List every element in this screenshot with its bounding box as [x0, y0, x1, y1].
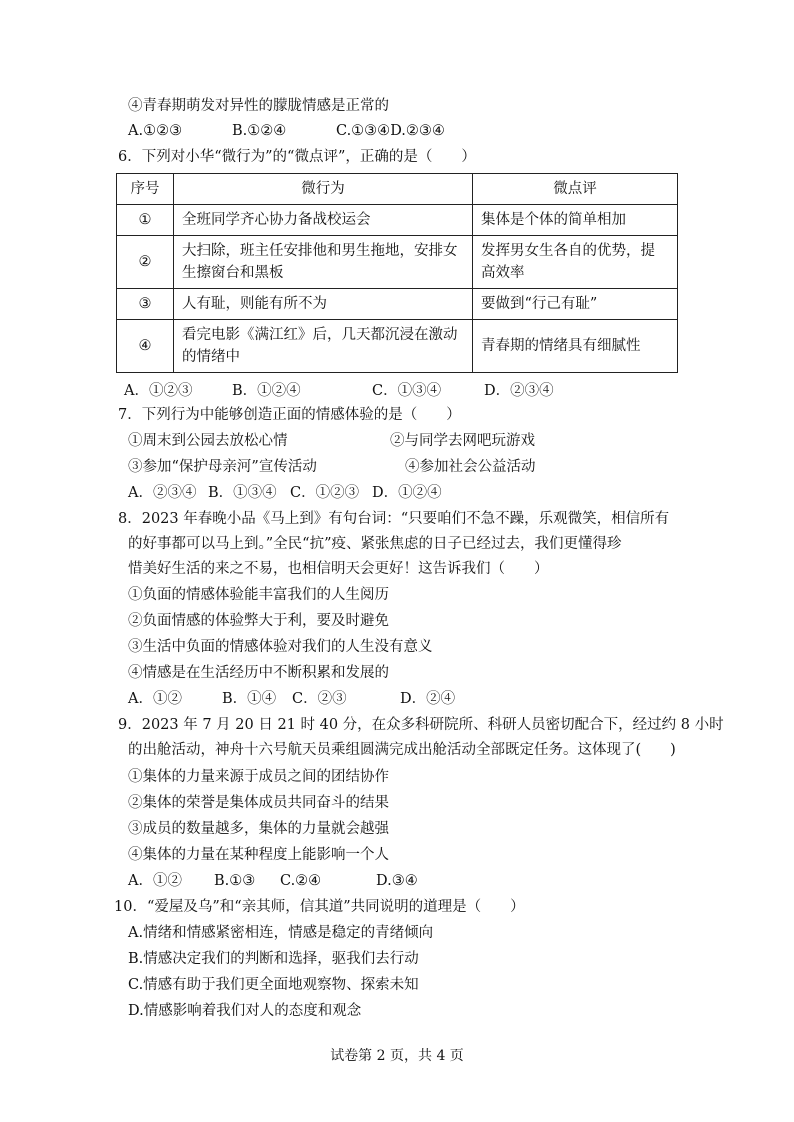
q6-stem: 6．下列对小华“微行为”的“微点评”，正确的是（ ） [118, 149, 476, 165]
q10-option-c[interactable]: C.情感有助于我们更全面地观察物、探索未知 [128, 977, 419, 993]
q10-option-b[interactable]: B.情感决定我们的判断和选择，驱我们去行动 [128, 951, 419, 967]
q5-item-4: ④青春期萌发对异性的朦胧情感是正常的 [128, 98, 389, 114]
q9-options [128, 871, 418, 891]
table-cell-behavior: 大扫除，班主任安排他和男生拖地，安排女生擦窗台和黑板 [174, 236, 473, 289]
table-header-behavior: 微行为 [174, 174, 473, 205]
table-cell-comment: 发挥男女生各自的优势，提高效率 [473, 236, 678, 289]
q6-table [116, 173, 678, 373]
q8-stem-line-2: 的好事都可以马上到。”全民“抗”疫、紧张焦虑的日子已经过去，我们更懂得珍 [128, 536, 622, 552]
table-cell-comment: 要做到“行己有耻” [473, 289, 678, 320]
q8-item-1: ①负面的情感体验能丰富我们的人生阅历 [128, 587, 389, 603]
q6-options [124, 381, 554, 401]
q9-item-3: ③成员的数量越多，集体的力量就会越强 [128, 821, 389, 837]
table-cell-behavior: 全班同学齐心协力备战校运会 [174, 205, 473, 236]
q7-item-1: ①周末到公园去放松心情 [128, 433, 288, 449]
table-cell-num: ② [117, 236, 174, 289]
table-cell-comment: 青春期的情绪具有细腻性 [473, 320, 678, 373]
q7-option-c[interactable]: C．①②③ [290, 485, 360, 501]
q9-stem-line-1: 9．2023 年 7 月 20 日 21 时 40 分，在众多科研院所、科研人员密切配合下，经过约 8 小时 [118, 717, 724, 733]
q6-option-d[interactable]: D．②③④ [484, 383, 554, 399]
q5-options [128, 121, 445, 141]
q8-option-a[interactable]: A．①② [128, 691, 182, 707]
q6-option-a[interactable]: A．①②③ [124, 383, 193, 399]
q8-option-b[interactable]: B．①④ [222, 691, 277, 707]
q5-option-c[interactable]: C.①③④ [336, 123, 391, 139]
q9-item-2: ②集体的荣誉是集体成员共同奋斗的结果 [128, 795, 389, 811]
q9-stem-line-2: 的出舱活动，神舟十六号航天员乘组圆满完成出舱活动全部既定任务。这体现了( ) [128, 742, 676, 758]
table-header-comment: 微点评 [473, 174, 678, 205]
table-cell-num: ③ [117, 289, 174, 320]
q8-stem-line-1: 8．2023 年春晚小品《马上到》有句台词：“只要咱们不急不躁，乐观微笑，相信所有 [118, 511, 670, 527]
q8-options [128, 689, 455, 709]
page-footer: 试卷第 2 页，共 4 页 [330, 1048, 464, 1064]
table-row [117, 320, 678, 373]
q7-option-a[interactable]: A．②③④ [128, 485, 197, 501]
table-cell-behavior: 人有耻，则能有所不为 [174, 289, 473, 320]
q7-option-b[interactable]: B．①③④ [208, 485, 277, 501]
q7-option-d[interactable]: D．①②④ [372, 485, 442, 501]
q9-option-c[interactable]: C.②④ [280, 873, 322, 889]
q7-stem: 7．下列行为中能够创造正面的情感体验的是（ ） [118, 407, 461, 423]
table-row [117, 205, 678, 236]
q8-item-2: ②负面情感的体验弊大于利，要及时避免 [128, 613, 389, 629]
q7-item-4: ④参加社会公益活动 [405, 459, 536, 475]
table-row [117, 289, 678, 320]
q9-option-d[interactable]: D.③④ [376, 873, 418, 889]
q10-option-d[interactable]: D.情感影响着我们对人的态度和观念 [128, 1003, 362, 1019]
q8-item-3: ③生活中负面的情感体验对我们的人生没有意义 [128, 639, 433, 655]
q9-item-4: ④集体的力量在某种程度上能影响一个人 [128, 847, 389, 863]
q8-stem-line-3: 惜美好生活的来之不易，也相信明天会更好！这告诉我们（ ） [128, 561, 549, 577]
q8-option-d[interactable]: D．②④ [400, 691, 456, 707]
q5-option-d[interactable]: D.②③④ [390, 123, 445, 139]
q9-item-1: ①集体的力量来源于成员之间的团结协作 [128, 769, 389, 785]
q6-option-b[interactable]: B．①②④ [232, 383, 301, 399]
q8-option-c[interactable]: C．②③ [292, 691, 347, 707]
q5-option-a[interactable]: A.①②③ [128, 123, 183, 139]
q7-options [128, 483, 442, 503]
q7-item-3: ③参加“保护母亲河”宣传活动 [128, 459, 317, 475]
table-cell-num: ④ [117, 320, 174, 373]
table-header-row [117, 174, 678, 205]
q10-stem: 10．“爱屋及乌”和“亲其师，信其道”共同说明的道理是（ ） [114, 899, 525, 915]
table-cell-behavior: 看完电影《满江红》后，几天都沉浸在激动的情绪中 [174, 320, 473, 373]
q6-option-c[interactable]: C．①③④ [372, 383, 442, 399]
q10-option-a[interactable]: A.情绪和情感紧密相连，情感是稳定的青绪倾向 [128, 925, 434, 941]
q7-item-2: ②与同学去网吧玩游戏 [390, 433, 535, 449]
table-cell-num: ① [117, 205, 174, 236]
q5-option-b[interactable]: B.①②④ [232, 123, 287, 139]
table-row [117, 236, 678, 289]
table-header-num: 序号 [117, 174, 174, 205]
q8-item-4: ④情感是在生活经历中不断积累和发展的 [128, 665, 389, 681]
q9-option-b[interactable]: B.①③ [214, 873, 256, 889]
q9-option-a[interactable]: A．①② [128, 873, 182, 889]
table-cell-comment: 集体是个体的简单相加 [473, 205, 678, 236]
